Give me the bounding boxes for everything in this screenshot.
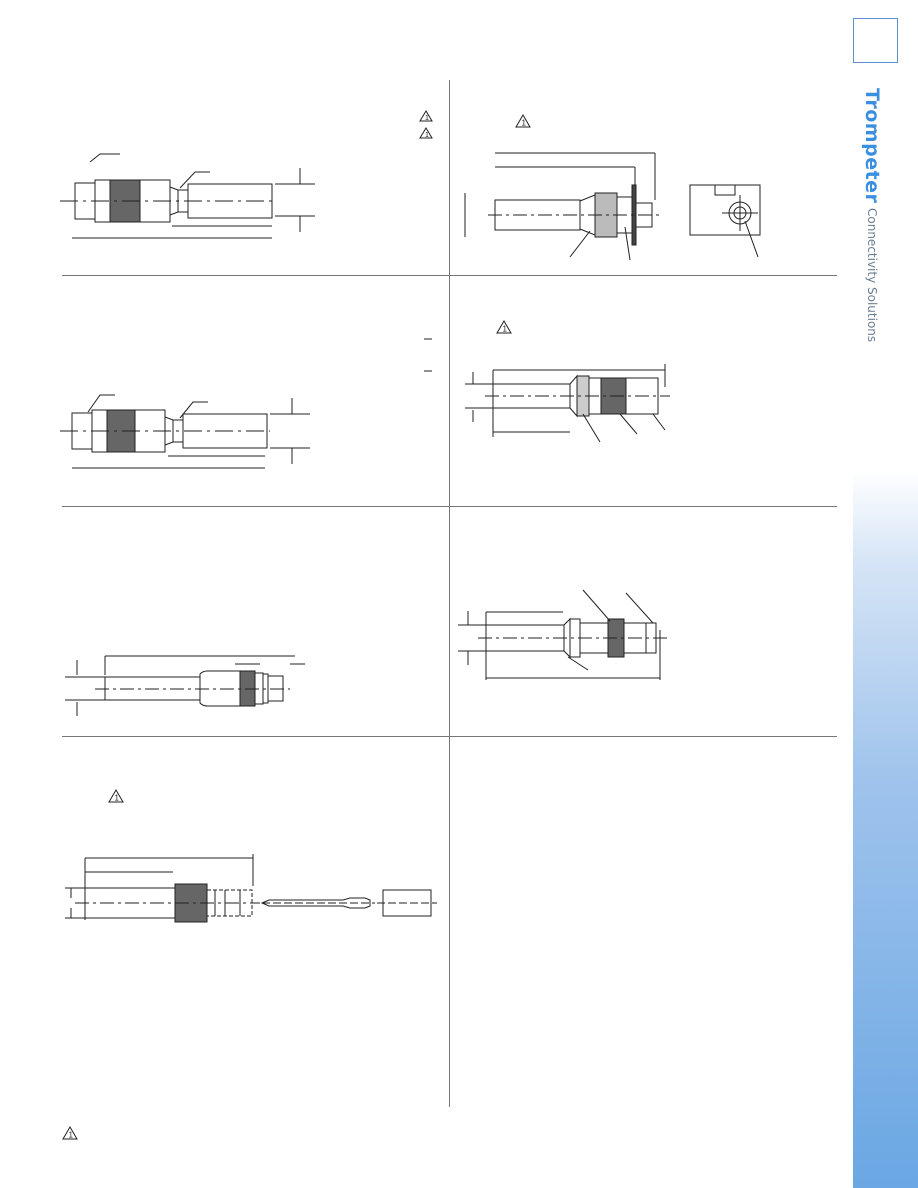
warning-triangle-icon (62, 1126, 78, 1140)
drawing-jack-2 (458, 585, 678, 685)
warning-triangle-icon (515, 114, 531, 128)
leader-line (90, 154, 120, 162)
column-divider (449, 80, 450, 1107)
svg-text:1: 1 (425, 132, 429, 139)
row-divider-3 (62, 736, 837, 737)
warning-triangle-icon (419, 110, 433, 122)
svg-text:1: 1 (114, 793, 119, 803)
row-divider-1 (62, 275, 837, 276)
page-number-box (853, 18, 898, 63)
row-divider-2 (62, 506, 837, 507)
drawing-plug-1 (60, 150, 330, 250)
svg-text:1: 1 (68, 1130, 73, 1140)
drawing-jack-1 (65, 650, 315, 720)
brand-tagline: Connectivity Solutions (865, 207, 879, 343)
brand-name: Trompeter (861, 88, 883, 204)
warning-triangle-icon (496, 320, 512, 334)
brand-block (861, 88, 883, 342)
drawing-plug-3 (465, 362, 685, 452)
warning-triangle-icon (108, 789, 124, 803)
drawing-bulkhead-jack (460, 145, 780, 270)
warning-triangle-icon (419, 127, 433, 139)
dash-marks (424, 338, 432, 378)
svg-text:1: 1 (425, 115, 429, 122)
svg-text:1: 1 (502, 324, 507, 334)
drawing-crimp-plug (65, 850, 440, 930)
svg-text:1: 1 (521, 118, 526, 128)
drawing-plug-2 (60, 390, 330, 480)
